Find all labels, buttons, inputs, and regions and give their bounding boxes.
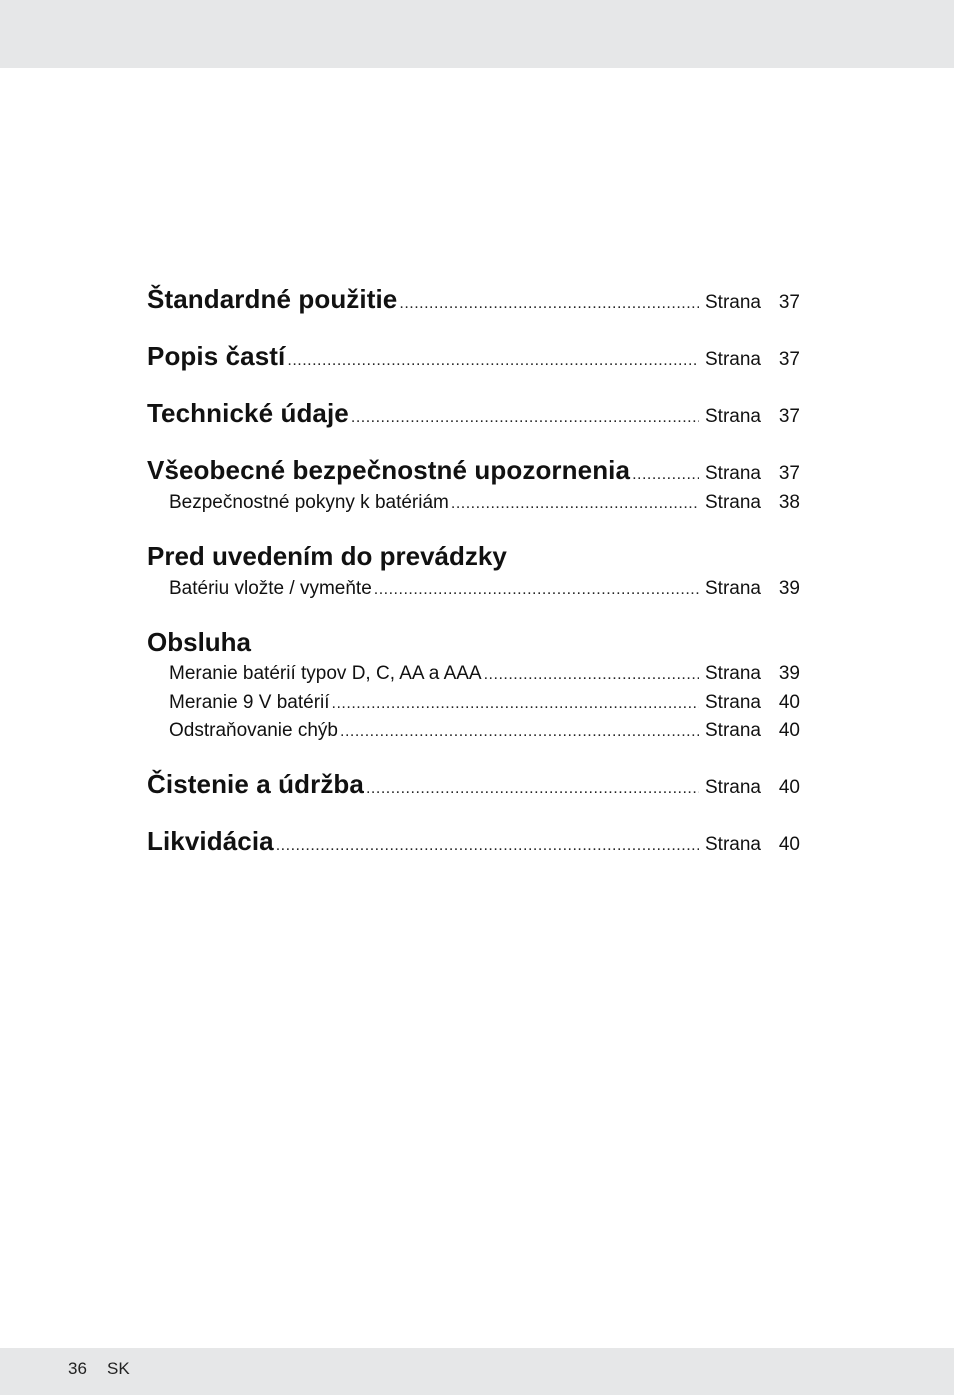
page-number: 40 xyxy=(778,777,800,798)
toc-entry-label: Meranie 9 V batérií xyxy=(169,692,330,713)
toc-entry-popis-casti[interactable] xyxy=(147,341,800,372)
toc-entry-label: Čistenie a údržba xyxy=(147,769,364,799)
dot-leader xyxy=(632,466,699,484)
dot-leader xyxy=(484,666,699,684)
toc-subentry-meranie-9v[interactable] xyxy=(169,692,800,714)
dot-leader xyxy=(287,352,699,370)
page-ref-word: Strana xyxy=(705,349,761,370)
toc-entry-standardne-pouzitie[interactable] xyxy=(147,284,800,315)
toc-entry-cistenie-udrzba[interactable] xyxy=(147,769,800,800)
toc-entry-label: Odstraňovanie chýb xyxy=(169,720,338,741)
page-number: 37 xyxy=(778,406,800,427)
toc-subentry-bateriu-vlozte[interactable] xyxy=(169,578,800,600)
toc-subentry-meranie-baterii[interactable] xyxy=(169,663,800,685)
page-number: 39 xyxy=(778,578,800,599)
dot-leader xyxy=(451,495,699,513)
toc-entry-vseobecne-upozornenia[interactable] xyxy=(147,455,800,486)
dot-leader xyxy=(276,837,699,855)
footer-language-code: SK xyxy=(107,1359,130,1378)
page-ref-word: Strana xyxy=(705,492,761,513)
page-number: 39 xyxy=(778,663,800,684)
toc-entry-technicke-udaje[interactable] xyxy=(147,398,800,429)
page-number: 40 xyxy=(778,692,800,713)
toc-entry-label: Meranie batérií typov D, C, AA a AAA xyxy=(169,663,482,684)
table-of-contents xyxy=(147,0,800,1395)
page-ref-word: Strana xyxy=(705,292,761,313)
toc-entry-label: Obsluha xyxy=(147,627,252,657)
dot-leader xyxy=(374,581,699,599)
toc-subentry-odstranovanie-chyb[interactable] xyxy=(169,720,800,742)
page-ref-word: Strana xyxy=(705,463,761,484)
toc-heading-pred-uvedenim[interactable] xyxy=(147,541,800,572)
toc-entry-label: Pred uvedením do prevádzky xyxy=(147,541,507,571)
footer-page-number: 36 xyxy=(68,1359,87,1378)
page-number: 40 xyxy=(778,834,800,855)
dot-leader xyxy=(340,723,699,741)
toc-entry-label: Likvidácia xyxy=(147,826,274,856)
toc-entry-label: Všeobecné bezpečnostné upozornenia xyxy=(147,455,631,485)
toc-heading-obsluha[interactable] xyxy=(147,627,800,658)
page-ref-word: Strana xyxy=(705,720,761,741)
footer-band xyxy=(0,1348,954,1395)
page-number: 37 xyxy=(778,292,800,313)
page-ref-word: Strana xyxy=(705,692,761,713)
page-ref-word: Strana xyxy=(705,578,761,599)
toc-entry-likvidacia[interactable] xyxy=(147,826,800,857)
toc-entry-label: Popis častí xyxy=(147,341,286,371)
page-ref-word: Strana xyxy=(705,834,761,855)
toc-entry-label: Štandardné použitie xyxy=(147,284,398,314)
toc-entry-label: Technické údaje xyxy=(147,398,349,428)
toc-subentry-bezpecnostne-pokyny[interactable] xyxy=(169,492,800,514)
page-ref-word: Strana xyxy=(705,406,761,427)
dot-leader xyxy=(332,695,699,713)
page-number: 38 xyxy=(778,492,800,513)
page-ref-word: Strana xyxy=(705,663,761,684)
toc-entry-label: Bezpečnostné pokyny k batériám xyxy=(169,492,449,513)
dot-leader xyxy=(351,409,699,427)
dot-leader xyxy=(366,780,699,798)
toc-entry-label: Batériu vložte / vymeňte xyxy=(169,578,372,599)
dot-leader xyxy=(399,295,699,313)
page-number: 40 xyxy=(778,720,800,741)
page-number: 37 xyxy=(778,349,800,370)
page-ref-word: Strana xyxy=(705,777,761,798)
page-number: 37 xyxy=(778,463,800,484)
